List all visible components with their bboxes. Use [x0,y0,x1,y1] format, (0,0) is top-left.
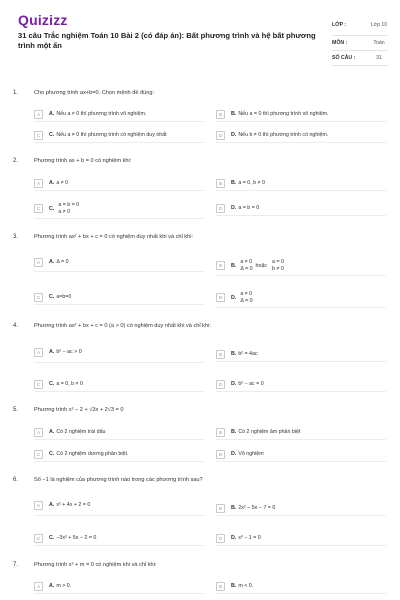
option-letter-box: B [216,261,225,270]
option-key: C. [49,451,55,457]
option-system [240,291,252,305]
option-letter-box: C [34,131,43,140]
option-text: a = 0, b ≠ 0 [238,180,265,186]
option-letter-box: B [216,110,225,119]
option-text: a = 0, b ≠ 0 [56,381,83,387]
option-3c[interactable] [34,291,204,305]
option-key: A. [49,583,55,589]
option-key: C. [49,205,55,212]
option-text: m > 0. [56,583,72,589]
meta-count-row [332,51,388,66]
option-7a[interactable] [34,580,204,594]
option-text: a = b = 0 [238,205,260,211]
option-6d[interactable] [216,532,386,546]
meta-count-label: SỐ CÂU : [332,55,356,61]
option-text: a ≠ 0 [56,180,69,186]
option-line: a ≠ 0 [240,290,253,297]
question-text: Phương trình x² − 2 + √3x + 2√3 = 0 [34,407,124,413]
question-number: 7. [13,562,19,568]
option-letter-box: A [34,582,43,591]
option-letter-box: A [34,258,43,267]
option-letter-box: A [34,501,43,510]
option-letter-box: B [216,504,225,513]
option-key: C. [49,381,55,387]
option-text: Nếu b ≠ 0 thì phương trình có nghiệm. [238,132,329,138]
option-letter-box: B [216,350,225,359]
question-text: Phương trình ax² + bx + c = 0 (a > 0) có nghiệm duy nhất khi và chỉ khi: [34,323,211,329]
option-key: D. [231,381,237,387]
option-key: D. [231,535,237,541]
option-letter-box: B [216,179,225,188]
option-text: Nếu a ≠ 0 thì phương trình vô nghiệm. [56,111,147,117]
option-key: C. [49,294,55,300]
question-number: 4. [13,323,19,329]
option-text: x³ − 1 = 0 [238,535,261,541]
meta-class-value: Lớp 10 [370,21,388,28]
option-letter-box: A [34,348,43,357]
option-text: Nếu a ≠ 0 thì phương trình có nghiệm duy nhất [56,132,167,138]
option-3b[interactable] [216,256,386,276]
meta-subject-row [332,36,388,51]
option-system [272,259,284,273]
option-key: B. [231,429,237,435]
meta-subject-value: Toán [373,40,385,46]
option-letter-box: C [34,293,43,302]
option-5d[interactable] [216,448,386,462]
option-key: B. [231,505,237,511]
option-text: m < 0. [238,583,254,589]
option-line: a ≠ 0 [58,208,71,215]
option-key: D. [231,451,237,457]
option-line: a ≠ 0 [240,258,253,265]
option-key: B. [231,262,237,269]
option-letter-box: C [34,534,43,543]
option-key: A. [49,502,55,508]
question-number: 2. [13,158,19,164]
option-3d[interactable] [216,288,386,308]
option-text: x² + 4x + 2 = 0 [56,502,91,508]
document-title: 31 câu Trắc nghiệm Toán 10 Bài 2 (có đáp án): Bất phương trình và hệ bất phương trình một ẩn [18,31,316,50]
option-4b[interactable] [216,348,386,362]
option-text: Nếu a = 0 thì phương trình vô nghiệm. [238,111,329,117]
option-key: B. [231,583,237,589]
option-1a[interactable] [34,108,204,122]
option-key: A. [49,180,55,186]
option-text: −3x² + 5x − 2 = 0 [56,535,97,541]
option-5b[interactable] [216,426,386,440]
option-letter-box: A [34,428,43,437]
meta-subject-label: MÔN : [332,40,348,46]
option-letter-box: B [216,582,225,591]
option-letter-box: C [34,450,43,459]
page-header [0,0,400,72]
option-5a[interactable] [34,426,204,440]
option-text: Δ = 0 [56,259,69,265]
option-letter-box: A [34,179,43,188]
question-text: Cho phương trình ax+b=0. Chọn mệnh đề đúng: [34,90,154,96]
option-6b[interactable] [216,502,386,516]
option-text: 2x² − 5x − 7 = 0 [238,505,276,511]
option-key: B. [231,111,237,117]
option-system [58,202,79,216]
question-text: Phương trình ax + b = 0 có nghiệm khi: [34,158,132,164]
option-key: A. [49,429,55,435]
question-number: 3. [13,234,19,240]
option-line: Δ = 0 [240,297,253,304]
question-text: Phương trình ax² + bx + c = 0 có nghiệm duy nhất khi và chỉ khi: [34,234,193,240]
option-letter-box: D [216,131,225,140]
option-system [240,259,252,273]
option-key: A. [49,111,55,117]
option-text: Vô nghiệm [238,451,264,457]
option-3a[interactable] [34,254,204,272]
option-2b[interactable] [216,177,386,191]
option-key: D. [231,132,237,138]
option-1b[interactable] [216,108,386,122]
question-text: Số −1 là nghiệm của phương trình nào trong các phương trình sau? [34,477,203,483]
option-text: Có 2 nghiệm âm phân biệt [238,429,301,435]
option-letter-box: A [34,110,43,119]
option-letter-box: D [216,450,225,459]
option-connector: hoặc [255,262,268,269]
option-key: B. [231,351,237,357]
option-2a[interactable] [34,177,204,191]
question-number: 6. [13,477,19,483]
meta-class-row [332,14,388,36]
option-text: Có 2 nghiệm trái dấu [56,429,106,435]
option-6c[interactable] [34,532,204,546]
option-2c[interactable] [34,199,204,219]
question-number: 1. [13,90,19,96]
option-line: a = 0 [272,258,284,265]
option-key: A. [49,259,55,265]
option-key: A. [49,349,55,355]
option-letter-box: C [34,204,43,213]
option-key: D. [231,294,237,301]
option-text: Có 2 nghiệm dương phân biệt. [56,451,129,457]
option-1c[interactable] [34,129,204,143]
option-text: b² = 4ac [238,351,258,357]
option-key: C. [49,535,55,541]
meta-class-label: LỚP : [332,21,347,28]
option-4d[interactable] [216,378,386,392]
option-7b[interactable] [216,580,386,594]
question-number: 5. [13,407,19,413]
option-key: D. [231,205,237,211]
option-4c[interactable] [34,378,204,392]
option-text: a=b=0 [56,294,72,300]
option-6a[interactable] [34,496,204,516]
meta-count-value: 31 [376,55,382,61]
option-letter-box: B [216,428,225,437]
option-letter-box: D [216,293,225,302]
meta-panel [332,14,388,66]
option-letter-box: D [216,204,225,213]
option-key: B. [231,180,237,186]
option-line: b ≠ 0 [272,265,284,272]
option-2d[interactable] [216,202,386,216]
option-1d[interactable] [216,129,386,143]
option-key: C. [49,132,55,138]
option-letter-box: D [216,534,225,543]
quizizz-logo: Quizizz [18,12,68,28]
option-4a[interactable] [34,343,204,363]
option-text: b² − ac > 0 [56,349,82,355]
option-5c[interactable] [34,448,204,462]
option-letter-box: C [34,380,43,389]
option-line: a = b = 0 [58,201,80,208]
question-text: Phương trình x² + m = 0 có nghiệm khi và chỉ khi: [34,562,157,568]
option-line: Δ = 0 [240,265,253,272]
option-text: b² − ac = 0 [238,381,264,387]
option-letter-box: D [216,380,225,389]
